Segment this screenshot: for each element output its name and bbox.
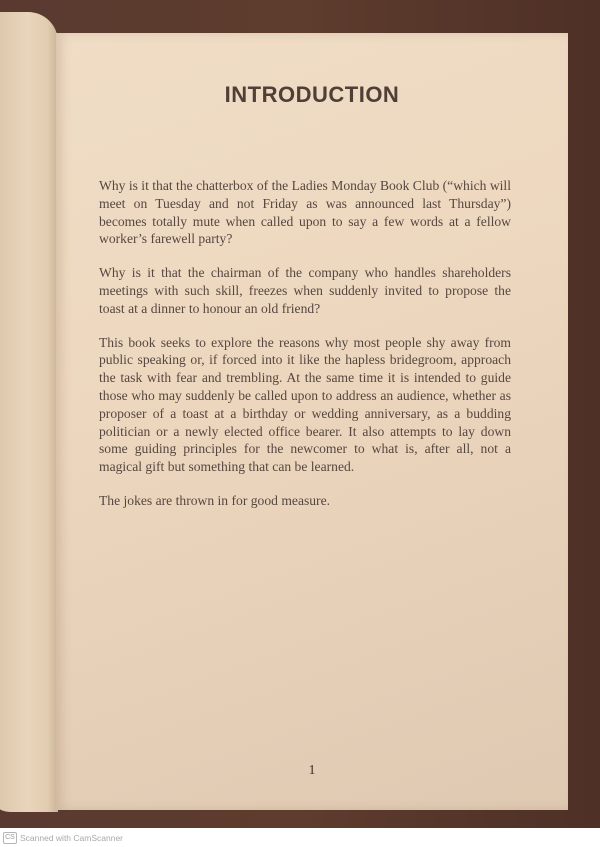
- paragraph-4: The jokes are thrown in for good measure.: [99, 492, 331, 508]
- book-page: [56, 33, 568, 810]
- scanner-watermark: [0, 828, 600, 847]
- page-title: INTRODUCTION: [224, 82, 400, 107]
- paragraph-1: Why is it that the chatterbox of the Ladies Monday Book Club (“which will meet on Tuesday and not Friday as was announced last Thursday”) becomes totally mute when called upon to say a few words at a fellow worker’s farewell party?: [99, 178, 511, 247]
- camscanner-logo-icon: CS: [3, 832, 17, 844]
- paragraph-3: This book seeks to explore the reasons why most people shy away from public speaking or, if forced into it like the hapless bridegroom, approach the task with fear and trembling. At the same time it is intended to guide those who may suddenly be called upon to address an audience, whether as proposer of a toast at a birthday or wedding anniversary, as a budding politician or a newly elected office bearer. It also attempts to lay down some guiding principles for the newcomer to what is, after all, not a magical gift but something that can be learned.: [99, 334, 511, 475]
- page-number: 1: [308, 763, 316, 778]
- paragraph-2: Why is it that the chairman of the company who handles shareholders meetings with such skill, freezes when suddenly invited to propose the toast at a dinner to honour an old friend?: [99, 265, 511, 316]
- body-text: [99, 177, 511, 526]
- watermark-label: Scanned with CamScanner: [20, 832, 124, 843]
- left-page-edge: [0, 12, 58, 812]
